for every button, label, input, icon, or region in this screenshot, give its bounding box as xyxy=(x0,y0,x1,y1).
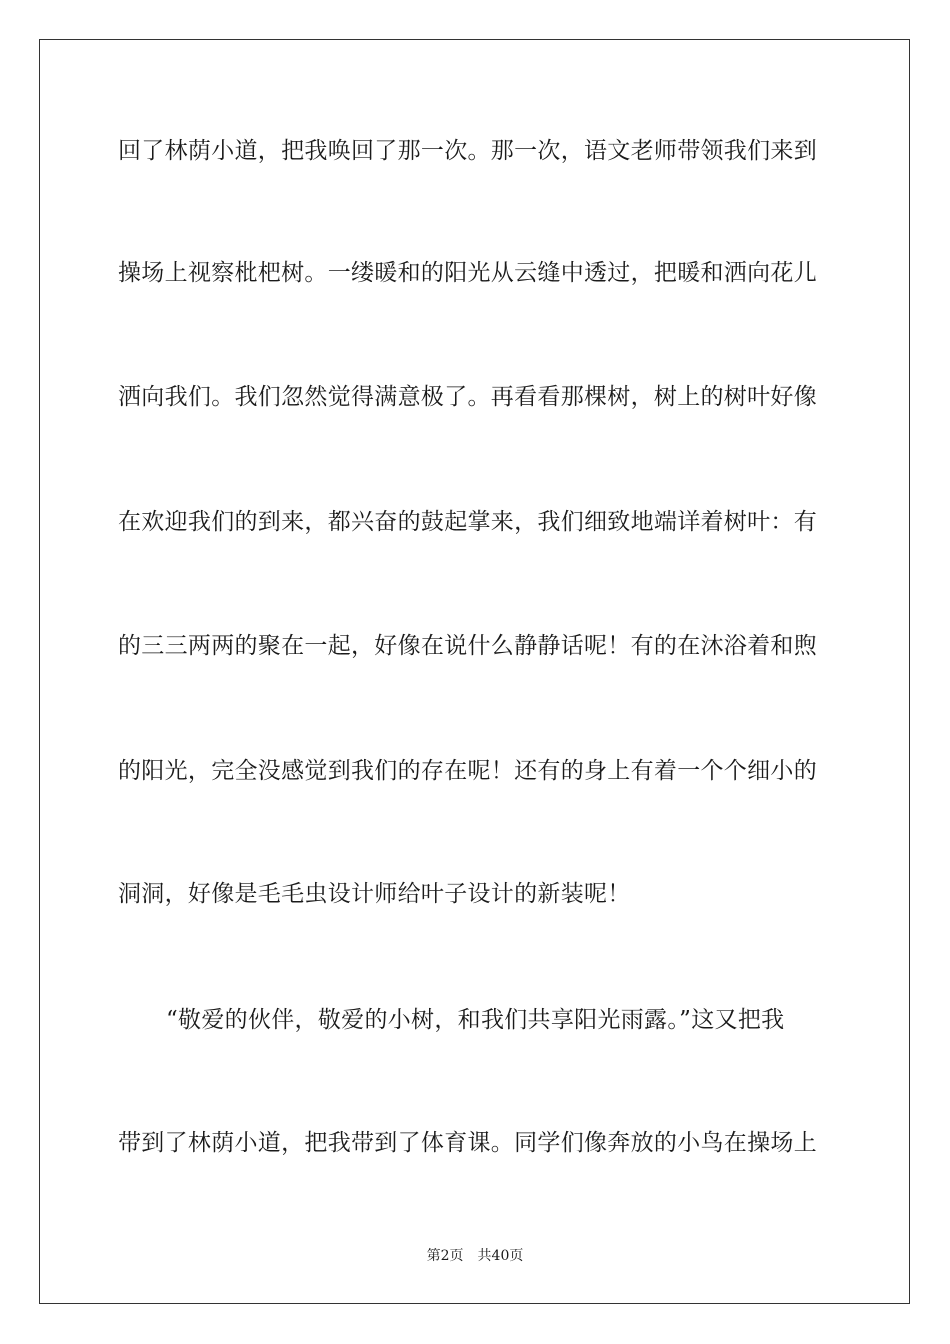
page-total: 共40页 xyxy=(477,1248,524,1264)
text-line: 回了林荫小道，把我唤回了那一次。那一次，语文老师带领我们来到 xyxy=(118,138,817,164)
page-number: 第2页 xyxy=(426,1248,464,1264)
text-line: 洞洞，好像是毛毛虫设计师给叶子设计的新装呢！ xyxy=(118,881,631,907)
text-line: 的三三两两的聚在一起，好像在说什么静静话呢！有的在沐浴着和煦 xyxy=(118,633,817,659)
text-line: 在欢迎我们的到来，都兴奋的鼓起掌来，我们细致地端详着树叶：有 xyxy=(118,509,817,535)
text-line-indented: “敬爱的伙伴，敬爱的小树，和我们共享阳光雨露。”这又把我 xyxy=(166,1007,785,1033)
text-line: 的阳光，完全没感觉到我们的存在呢！还有的身上有着一个个细小的 xyxy=(118,758,817,784)
page-footer xyxy=(0,1246,950,1266)
text-line: 洒向我们。我们忽然觉得满意极了。再看看那棵树，树上的树叶好像 xyxy=(118,384,817,410)
text-line: 带到了林荫小道，把我带到了体育课。同学们像奔放的小鸟在操场上 xyxy=(118,1130,817,1156)
page-border xyxy=(39,39,910,1304)
text-line: 操场上视察枇杷树。一缕暖和的阳光从云缝中透过，把暖和洒向花儿 xyxy=(118,260,817,286)
